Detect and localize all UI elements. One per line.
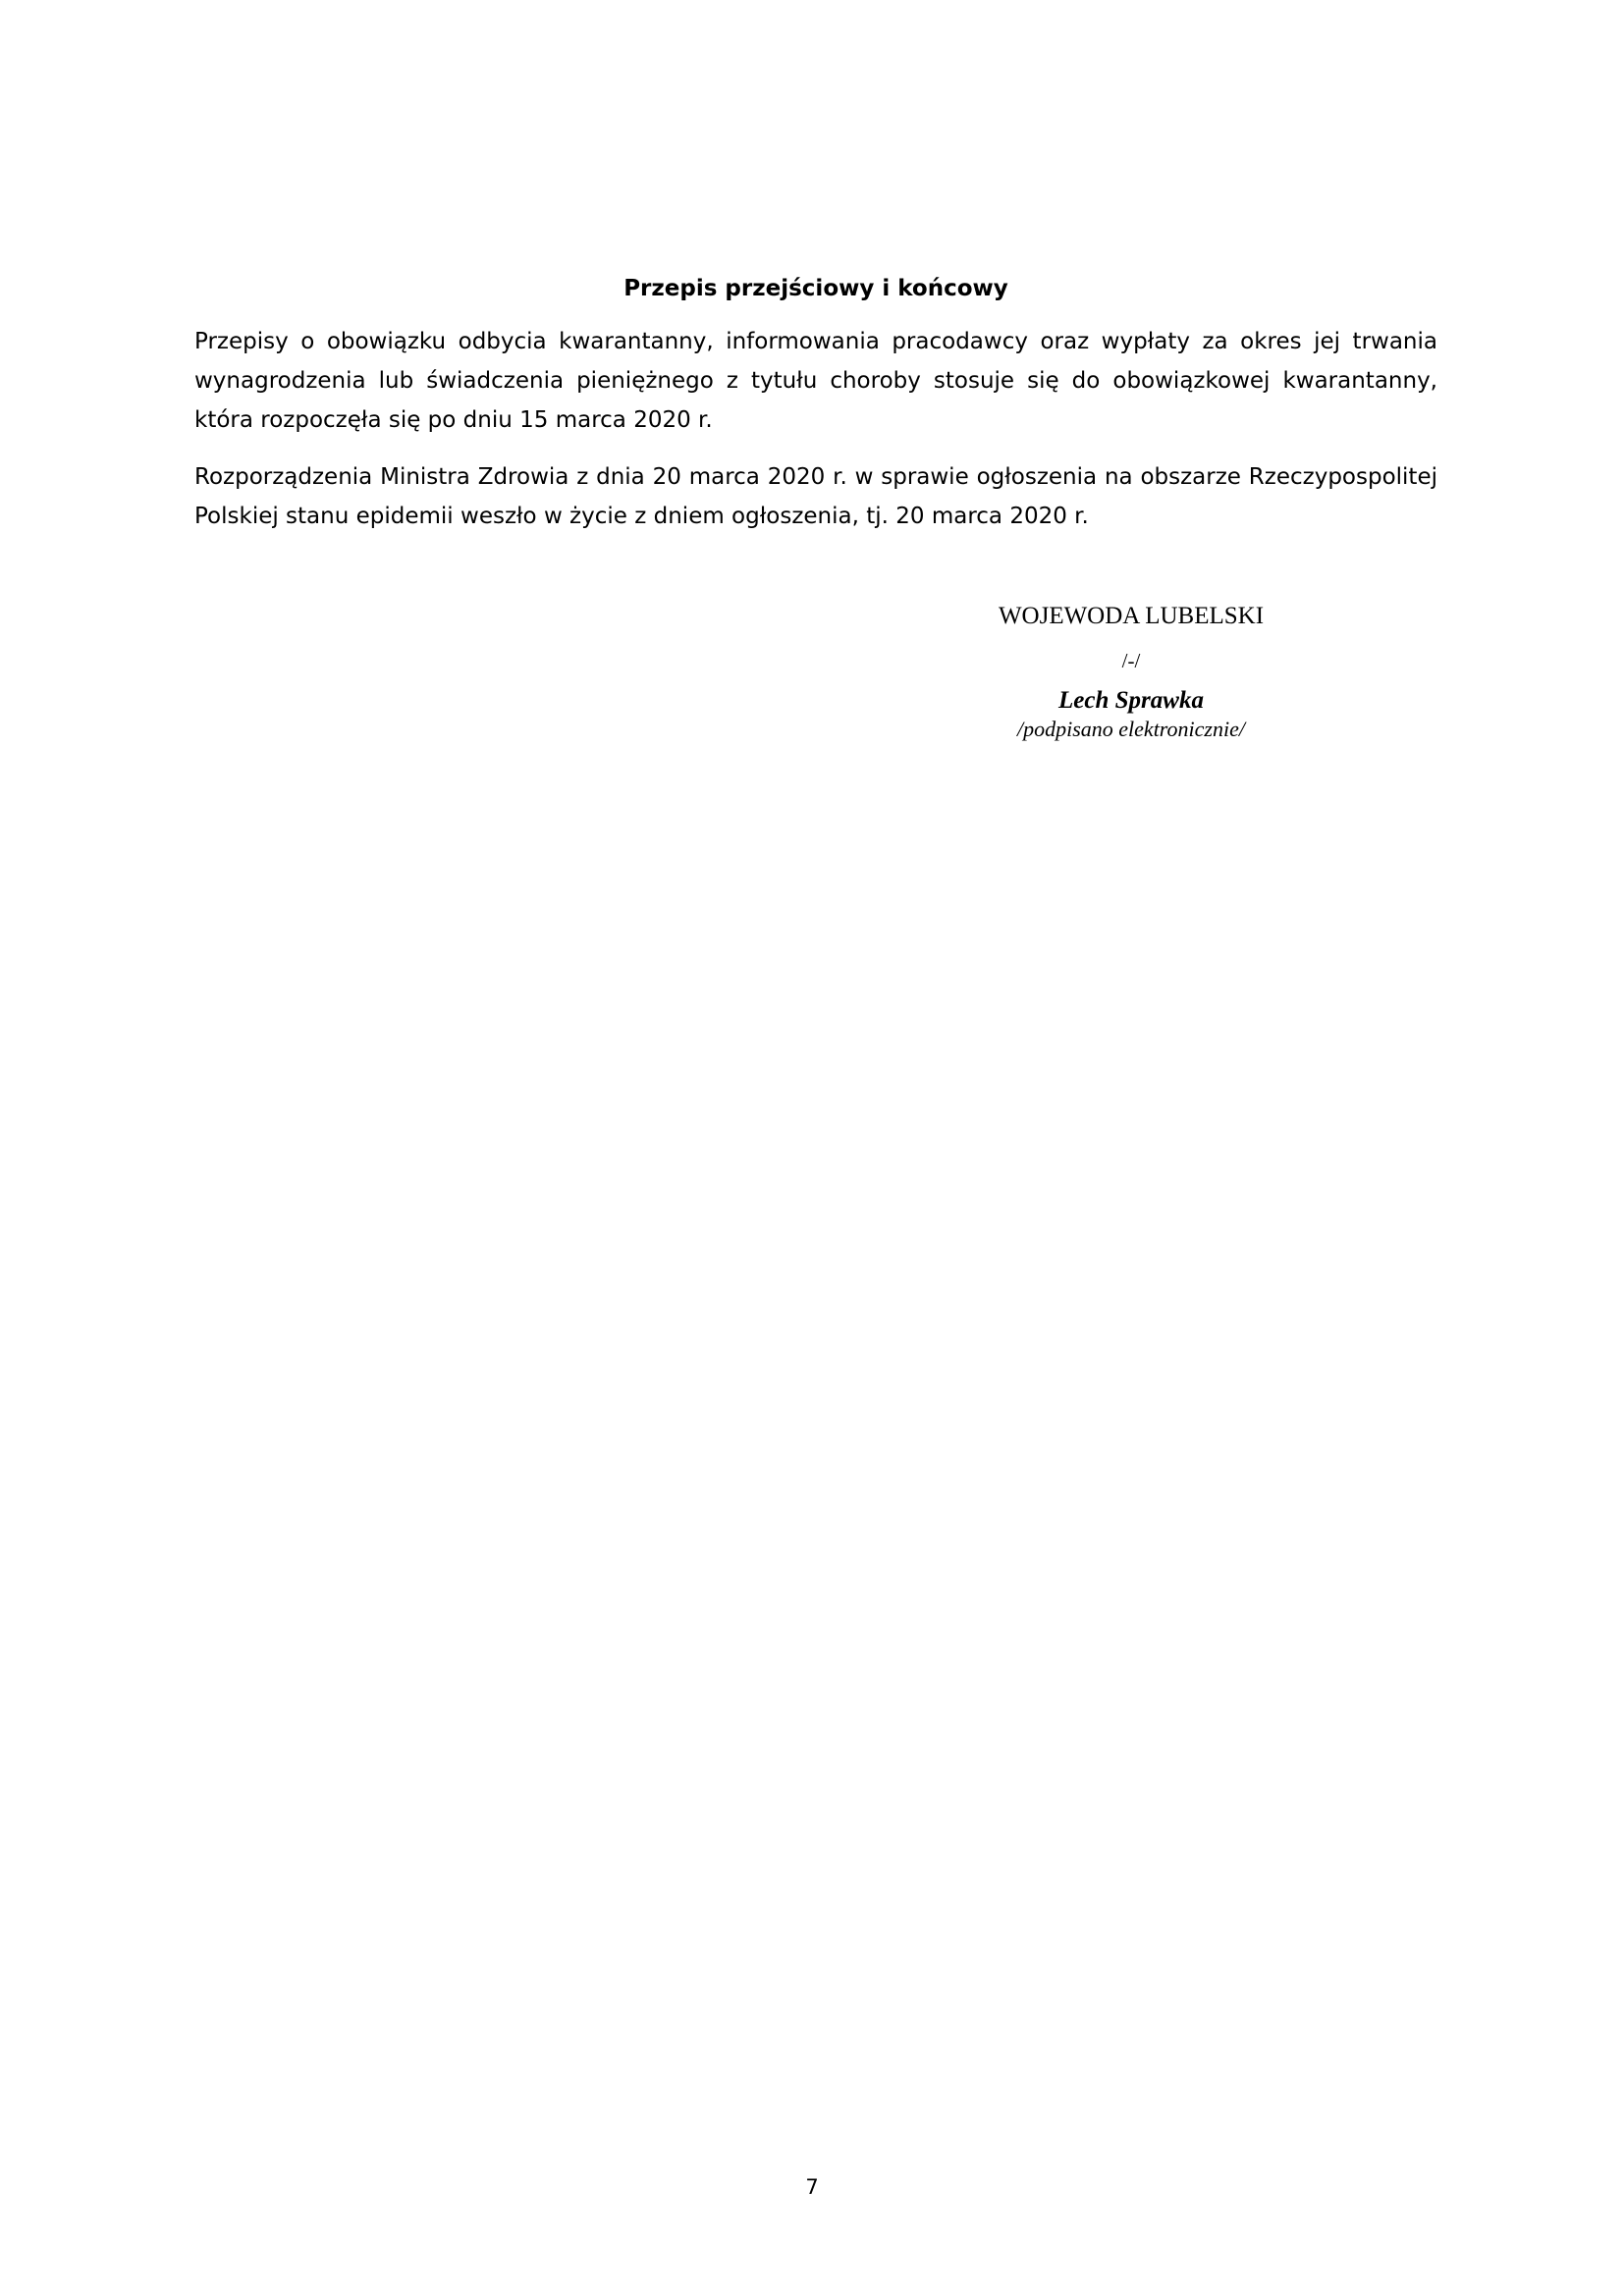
signatory-name: Lech Sprawka — [1058, 687, 1204, 714]
signatory-office: WOJEWODA LUBELSKI — [998, 603, 1265, 629]
page-number: 7 — [805, 2175, 819, 2199]
document-body — [194, 271, 1437, 554]
paragraph-quarantine-rules: Przepisy o obowiązku odbycia kwarantanny, informowania pracodawcy oraz wypłaty za okres jej trwania wynagrodzenia lub świadczenia pieniężnego z tytułu choroby stosuje się do obowiązkowej kwarantanny, która rozpoczęła się po dniu 15 marca 2020 r. — [194, 329, 1437, 433]
section-title: Przepis przejściowy i końcowy — [623, 276, 1008, 301]
paragraph-regulation-effective: Rozporządzenia Ministra Zdrowia z dnia 20 marca 2020 r. w sprawie ogłoszenia na obszarze Rzeczypospolitej Polskiej stanu epidemii weszło w życie z dniem ogłoszenia, tj. 20 marca 2020 r. — [194, 464, 1437, 529]
signature-block — [935, 597, 1327, 742]
signature-mark: /-/ — [1121, 649, 1141, 672]
signature-note: /podpisano elektronicznie/ — [1017, 717, 1245, 741]
